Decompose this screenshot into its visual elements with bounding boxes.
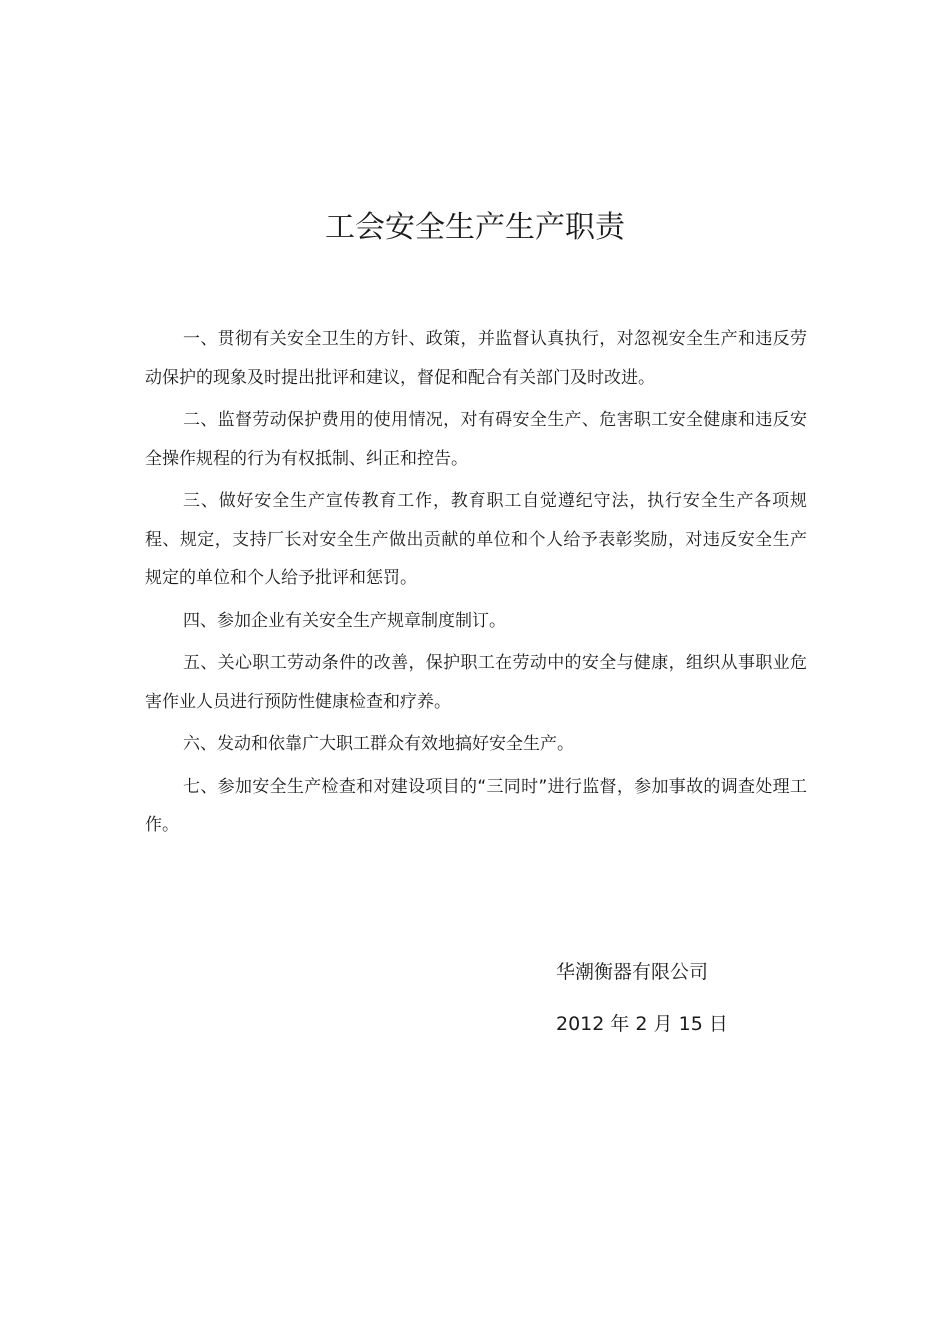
paragraph-6: 六、发动和依靠广大职工群众有效地搞好安全生产。	[183, 734, 574, 754]
signature-block	[556, 955, 816, 1041]
paragraph-5: 五、关心职工劳动条件的改善，保护职工在劳动中的安全与健康，组织从事职业危害作业人员进行预防性健康检查和疗养。	[145, 653, 807, 712]
paragraph-7: 七、参加安全生产检查和对建设项目的“三同时”进行监督，参加事故的调查处理工作。	[145, 776, 807, 835]
paragraph-1: 一、贯彻有关安全卫生的方针、政策，并监督认真执行，对忽视安全生产和违反劳动保护的现象及时提出批评和建议，督促和配合有关部门及时改进。	[145, 329, 807, 388]
company-name: 华潮衡器有限公司	[556, 961, 709, 983]
document-body	[145, 320, 807, 849]
paragraph-3: 三、做好安全生产宣传教育工作，教育职工自觉遵纪守法，执行安全生产各项规程、规定，支持厂长对安全生产做出贡献的单位和个人给予表彰奖励，对违反安全生产规定的单位和个人给予批评和惩罚。	[145, 491, 807, 588]
document-title: 工会安全生产生产职责	[325, 210, 625, 245]
paragraph-4: 四、参加企业有关安全生产规章制度制订。	[183, 610, 506, 631]
signature-date: 2012 年 2 月 15 日	[556, 1013, 728, 1035]
paragraph-2: 二、监督劳动保护费用的使用情况，对有碍安全生产、危害职工安全健康和违反安全操作规程的行为有权抵制、纠正和控告。	[145, 410, 807, 469]
